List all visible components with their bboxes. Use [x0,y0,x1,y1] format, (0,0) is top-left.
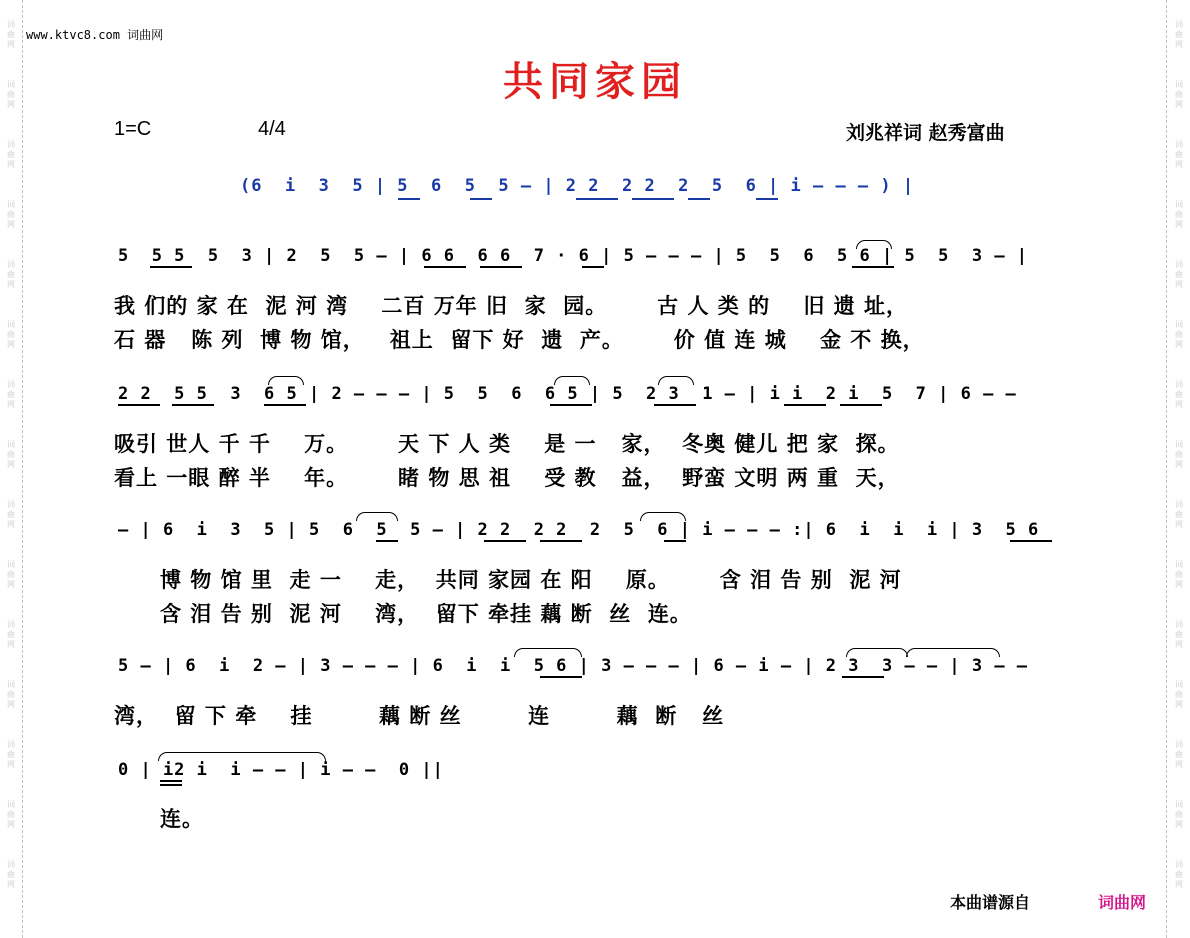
watermark: 词 曲 网 [7,20,15,49]
underline [632,198,674,200]
slur [356,512,398,521]
underline [160,784,182,786]
watermark: 词 曲 网 [7,560,15,589]
watermark: 词 曲 网 [7,740,15,769]
underline [842,676,884,678]
song-title: 共同家园 [503,58,687,105]
underline [550,404,592,406]
line3-lyric-verse2: 含 泪 告 别 泥 河 湾， 留下 牵挂 藕 断 丝 连。 [160,602,692,626]
slur [554,376,590,385]
underline [480,266,522,268]
watermark: 词 曲 网 [1175,200,1183,229]
line4-notes: 5 – | 6 i 2 – | 3 – – – | 6 i i 5 6 | 3 – – – | 6 – i – | 2 3 3 – – | 3 – – [118,656,1029,676]
underline [654,404,696,406]
underline [376,540,398,542]
watermark: 词 曲 网 [1175,620,1183,649]
watermark: 词 曲 网 [1175,140,1183,169]
watermark: 词 曲 网 [1175,800,1183,829]
line2-lyric-verse1: 吸引 世人 千 千 万。 天 下 人 类 是 一 家， 冬奥 健儿 把 家 探。 [114,432,900,456]
watermark: 词 曲 网 [1175,380,1183,409]
slur [658,376,694,385]
watermark: 词 曲 网 [7,860,15,889]
slur [268,376,304,385]
watermark: 词 曲 网 [7,140,15,169]
watermark: 词 曲 网 [1175,740,1183,769]
slur [640,512,686,521]
line2-lyric-verse2: 看上 一眼 醉 半 年。 睹 物 思 祖 受 教 益， 野蛮 文明 两 重 天， [114,466,900,490]
underline [840,404,882,406]
underline [756,198,778,200]
line5-lyric: 连。 [160,807,204,831]
credits: 刘兆祥词 赵秀富曲 [846,122,1005,144]
line4-lyric: 湾， 留 下 牵 挂 藕 断 丝 连 藕 断 丝 [114,704,725,728]
watermark: 词 曲 网 [7,620,15,649]
underline [264,404,306,406]
right-watermark-column [1170,20,1188,920]
underline [688,198,710,200]
underline [424,266,466,268]
watermark: 词 曲 网 [7,800,15,829]
underline [784,404,826,406]
underline [540,540,582,542]
watermark: 词 曲 网 [1175,80,1183,109]
tie [906,648,1000,657]
underline [664,540,686,542]
time-signature: 4/4 [258,118,286,140]
underline [576,198,618,200]
watermark: 词 曲 网 [7,320,15,349]
underline [582,266,604,268]
underline [160,780,182,782]
slur [856,240,892,249]
line1-lyric-verse1: 我 们的 家 在 泥 河 湾 二百 万年 旧 家 园。 古 人 类 的 旧 遗 址， [114,294,908,318]
watermark: 词 曲 网 [7,500,15,529]
line5-notes: 0 | i2 i i – – | i – – 0 || [118,760,444,780]
footer-source-site[interactable]: 词曲网 [1098,893,1147,912]
watermark: 词 曲 网 [7,260,15,289]
watermark: 词 曲 网 [7,200,15,229]
slur [846,648,908,657]
watermark: 词 曲 网 [1175,320,1183,349]
watermark: 词 曲 网 [1175,860,1183,889]
tie [158,752,326,761]
underline [398,198,420,200]
watermark: 词 曲 网 [1175,680,1183,709]
watermark: 词 曲 网 [1175,560,1183,589]
watermark: 词 曲 网 [7,680,15,709]
watermark: 词 曲 网 [7,80,15,109]
underline [540,676,582,678]
line1-notes: 5 5 5 5 3 | 2 5 5 – | 6 6 6 6 7 · 6 | 5 – – – | 5 5 6 5 6 | 5 5 3 – | [118,246,1029,266]
underline [470,198,492,200]
left-dashed-border [22,0,24,938]
slur [514,648,582,657]
line1-lyric-verse2: 石 器 陈 列 博 物 馆， 祖上 留下 好 遗 产。 价 值 连 城 金 不 换， [114,328,925,352]
watermark: 词 曲 网 [1175,500,1183,529]
watermark: 词 曲 网 [7,380,15,409]
right-dashed-border [1166,0,1168,938]
underline [852,266,894,268]
watermark: 词 曲 网 [1175,440,1183,469]
footer-source-label: 本曲谱源自 [950,893,1031,912]
line3-lyric-verse1: 博 物 馆 里 走 一 走， 共同 家园 在 阳 原。 含 泪 告 别 泥 河 [160,568,902,592]
intro-notes: (6 i 3 5 | 5 6 5 5 – | 2 2 2 2 2 5 6 | i – – – ) | [240,176,915,196]
underline [1010,540,1052,542]
underline [172,404,214,406]
line2-notes: 2 2 5 5 3 6 5 | 2 – – – | 5 5 6 6 5 | 5 2 3 1 – | i i 2 i 5 7 | 6 – – [118,384,1017,404]
watermark: 词 曲 网 [1175,260,1183,289]
site-url: www.ktvc8.com 词曲网 [26,28,164,42]
left-watermark-column [2,20,20,920]
watermark: 词 曲 网 [7,440,15,469]
watermark: 词 曲 网 [1175,20,1183,49]
underline [118,404,160,406]
underline [150,266,192,268]
line3-notes: – | 6 i 3 5 | 5 6 5 5 – | 2 2 2 2 2 5 6 | i – – – :| 6 i i i | 3 5 6 [118,520,1040,540]
key-signature: 1=C [114,118,152,140]
underline [484,540,526,542]
